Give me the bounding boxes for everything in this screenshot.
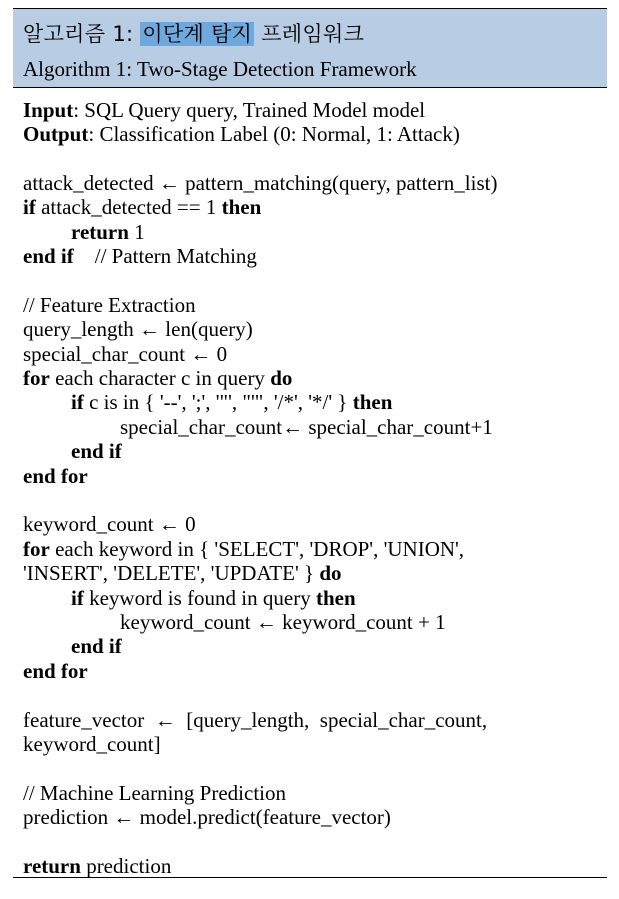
code-line: end if [71, 634, 122, 658]
code-line: if keyword is found in query then [71, 586, 356, 610]
code-line: prediction ← model.predict(feature_vector) [23, 805, 391, 829]
input-line: Input: SQL Query query, Trained Model model [23, 98, 426, 122]
code-line: end for [23, 464, 88, 488]
code-line: end for [23, 659, 88, 683]
code-line: keyword_count] [23, 732, 161, 756]
algorithm-box [13, 8, 607, 878]
code-line: keyword_count ← 0 [23, 512, 196, 536]
output-line: Output: Classification Label (0: Normal, 1: Attack) [23, 122, 460, 146]
comment-line: // Machine Learning Prediction [23, 781, 287, 805]
code-line: for each character c in query do [23, 366, 293, 390]
title-korean-highlight: 이단계 탐지 [142, 22, 253, 46]
comment-line: // Feature Extraction [23, 293, 196, 317]
code-line: return prediction [23, 854, 172, 878]
title-korean: 알고리즘 1: 이단계 탐지 프레임워크 [23, 22, 365, 46]
code-line: for each keyword in { 'SELECT', 'DROP', 'UNION', [23, 537, 465, 561]
code-line: special_char_count ← 0 [23, 342, 228, 366]
code-line: end if // Pattern Matching [23, 244, 257, 268]
code-line: special_char_count← special_char_count+1 [120, 415, 493, 439]
code-line: end if [71, 439, 122, 463]
title-english: Algorithm 1: Two-Stage Detection Framework [23, 57, 417, 81]
code-line: return 1 [71, 220, 145, 244]
code-line: feature_vector ← [query_length, special_char_count, [23, 708, 488, 732]
code-line: attack_detected ← pattern_matching(query, pattern_list) [23, 171, 498, 195]
code-line: keyword_count ← keyword_count + 1 [120, 610, 446, 634]
algorithm-header [13, 8, 607, 88]
code-line: if attack_detected == 1 then [23, 195, 262, 219]
code-line: if c is in { '--', ';', '"', "'", '/*', '*/' } then [71, 390, 393, 414]
code-line: 'INSERT', 'DELETE', 'UPDATE' } do [23, 561, 342, 585]
code-line: query_length ← len(query) [23, 317, 253, 341]
algorithm-body [13, 88, 607, 878]
